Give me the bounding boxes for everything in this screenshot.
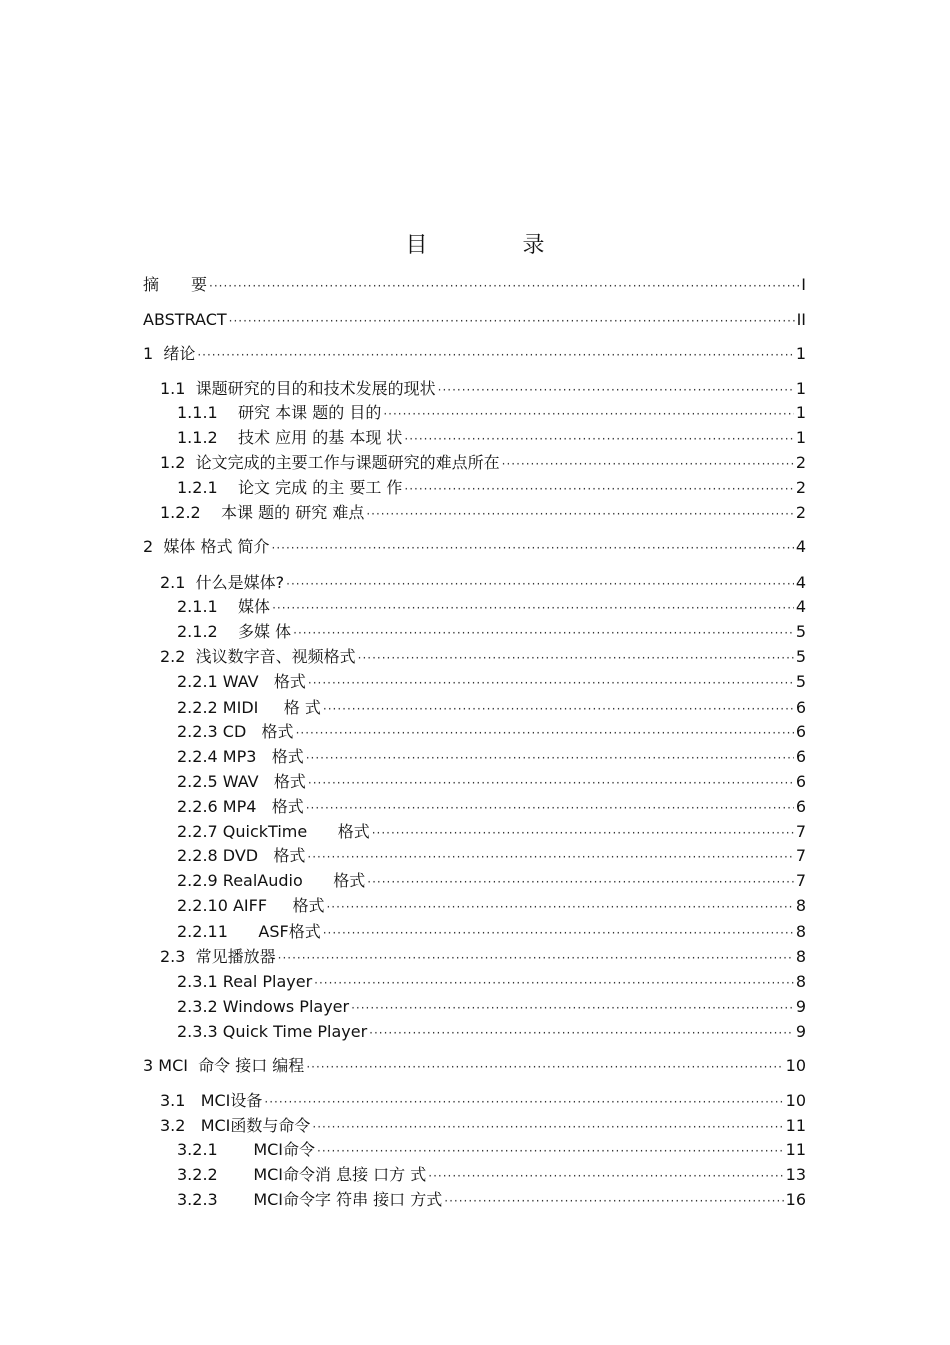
dot-leader [323,922,794,944]
toc-entry-label: 摘 要 [143,275,208,294]
toc-entry[interactable] [160,946,806,968]
toc-entry-label: 1.2.1 论文 完成 的主 要工 作 [177,478,403,497]
toc-entry-page-number: 5 [795,672,806,691]
dot-leader [444,1190,783,1212]
toc-entry-page-number: 7 [795,871,806,890]
toc-entry[interactable] [177,845,806,867]
toc-entry-page-number: 4 [795,573,806,592]
toc-entry[interactable] [177,821,806,843]
toc-entry-label: 2.2.7 QuickTime 格式 [177,822,370,841]
toc-entry-label: 3.2.3 MCI命令字 符串 接口 方式 [177,1190,443,1209]
toc-entry-label: 1 绪论 [143,344,196,363]
toc-entry-label: 2.2.6 MP4 格式 [177,797,304,816]
toc-entry-label: 3.2.1 MCI命令 [177,1140,316,1159]
toc-entry[interactable] [177,1189,806,1211]
toc-entry-label: 2.2.11 ASF格式 [177,922,321,941]
toc-entry-page-number: 2 [795,503,806,522]
toc-entry[interactable] [177,427,806,449]
toc-entry[interactable] [160,378,806,400]
toc-entry-label: 2.2.3 CD 格式 [177,722,294,741]
toc-entry[interactable] [177,921,806,943]
dot-leader [312,1116,783,1138]
dot-leader [296,722,794,744]
toc-entry[interactable] [177,721,806,743]
toc-entry[interactable] [177,1021,806,1043]
toc-entry-label: 2.3.1 Real Player [177,972,313,991]
dot-leader [306,747,794,769]
toc-entry[interactable] [177,671,806,693]
dot-leader [272,597,794,619]
toc-entry-page-number: 5 [795,622,806,641]
page-title: 目 录 [405,233,589,258]
toc-entry-page-number: 8 [795,922,806,941]
dot-leader [308,772,794,794]
toc-entry-label: 2.1.1 媒体 [177,597,271,616]
dot-leader [404,478,793,500]
dot-leader [306,1056,783,1078]
toc-entry-page-number: 13 [785,1165,806,1184]
dot-leader [306,797,794,819]
toc-entry[interactable] [160,1090,806,1112]
dot-leader [317,1140,784,1162]
toc-entry[interactable] [160,502,806,524]
toc-entry-label: 2.2.9 RealAudio 格式 [177,871,366,890]
dot-leader [372,822,794,844]
toc-entry-page-number: 8 [795,972,806,991]
toc-entry-page-number: 6 [795,772,806,791]
toc-entry-label: 2.2.5 WAV 格式 [177,772,306,791]
toc-entry[interactable] [160,646,806,668]
dot-leader [369,1022,794,1044]
toc-entry-page-number: 11 [785,1140,806,1159]
toc-entry[interactable] [177,402,806,424]
dot-leader [428,1165,783,1187]
toc-entry-page-number: 5 [795,647,806,666]
toc-entry-page-number: 11 [785,1116,806,1135]
toc-entry-page-number: 6 [795,698,806,717]
dot-leader [286,573,794,595]
toc-entry[interactable] [177,895,806,917]
toc-entry-page-number: 1 [795,428,806,447]
toc-entry-label: 2.2.10 AIFF 格式 [177,896,325,915]
toc-entry-label: 3 MCI 命令 接口 编程 [143,1056,305,1075]
toc-entry[interactable] [177,870,806,892]
toc-entry-page-number: 6 [795,747,806,766]
toc-entry-page-number: 2 [795,478,806,497]
toc-entry-page-number: 8 [795,947,806,966]
toc-entry-label: ABSTRACT [143,310,227,329]
dot-leader [366,503,793,525]
dot-leader [351,997,794,1019]
toc-entry-label: 2.3 常见播放器 [160,947,276,966]
toc-entry-page-number: 10 [785,1056,806,1075]
toc-entry-label: 2.1 什么是媒体? [160,573,285,592]
toc-entry-label: 2.1.2 多媒 体 [177,622,292,641]
dot-leader [308,672,794,694]
toc-entry-page-number: 4 [795,597,806,616]
toc-entry-page-number: 7 [795,822,806,841]
toc-entry-label: 1.2 论文完成的主要工作与课题研究的难点所在 [160,453,500,472]
toc-entry[interactable] [177,1164,806,1186]
dot-leader [367,871,794,893]
dot-leader [438,379,794,401]
dot-leader [229,310,795,332]
dot-leader [209,275,799,297]
toc-entry[interactable] [143,274,806,296]
toc-entry-label: 1.1.1 研究 本课 题的 目的 [177,403,382,422]
toc-entry-label: 2.2.2 MIDI 格 式 [177,698,321,717]
toc-entry-page-number: 10 [785,1091,806,1110]
dot-leader [272,537,794,559]
toc-entry-label: 2.2.8 DVD 格式 [177,846,306,865]
dot-leader [293,622,794,644]
toc-entry-page-number: 6 [795,797,806,816]
toc-entry-page-number: 16 [785,1190,806,1209]
toc-entry-label: 2.3.3 Quick Time Player [177,1022,368,1041]
toc-entry-label: 1.1 课题研究的目的和技术发展的现状 [160,379,436,398]
toc-entry[interactable] [160,572,806,594]
toc-entry-label: 3.1 MCI设备 [160,1091,263,1110]
toc-entry-label: 1.1.2 技术 应用 的基 本现 状 [177,428,403,447]
toc-entry-page-number: II [796,310,806,329]
toc-entry[interactable] [177,796,806,818]
toc-entry-label: 3.2 MCI函数与命令 [160,1116,311,1135]
toc-entry[interactable] [177,1139,806,1161]
toc-entry[interactable] [143,309,806,331]
toc-entry[interactable] [160,1115,806,1137]
toc-entry-page-number: 8 [795,896,806,915]
toc-entry-label: 3.2.2 MCI命令消 息接 口方 式 [177,1165,427,1184]
toc-entry-page-number: 1 [795,379,806,398]
dot-leader [264,1091,783,1113]
toc-entry-page-number: 7 [795,846,806,865]
toc-entry-page-number: 1 [795,344,806,363]
toc-entry-page-number: 4 [795,537,806,556]
toc-entry-page-number: 9 [795,1022,806,1041]
dot-leader [197,344,793,366]
toc-entry-label: 2.3.2 Windows Player [177,997,350,1016]
toc-entry-page-number: 9 [795,997,806,1016]
toc-entry-page-number: I [801,275,806,294]
toc-entry[interactable] [177,996,806,1018]
dot-leader [323,698,794,720]
dot-leader [404,428,793,450]
dot-leader [326,896,793,918]
toc-entry[interactable] [143,1055,806,1077]
dot-leader [314,972,794,994]
toc-entry-label: 2 媒体 格式 简介 [143,537,270,556]
toc-entry-page-number: 2 [795,453,806,472]
toc-entry[interactable] [143,343,806,365]
toc-entry-label: 1.2.2 本课 题的 研究 难点 [160,503,365,522]
dot-leader [278,947,794,969]
toc-entry[interactable] [177,621,806,643]
toc-entry[interactable] [177,746,806,768]
toc-entry[interactable] [177,971,806,993]
toc-entry[interactable] [177,697,806,719]
dot-leader [383,403,793,425]
dot-leader [307,846,793,868]
toc-entry-label: 2.2.1 WAV 格式 [177,672,306,691]
dot-leader [502,453,794,475]
toc-entry[interactable] [160,452,806,474]
toc-entry[interactable] [177,596,806,618]
toc-entry[interactable] [177,771,806,793]
toc-entry-label: 2.2.4 MP3 格式 [177,747,304,766]
toc-entry-page-number: 1 [795,403,806,422]
toc-entry[interactable] [177,477,806,499]
toc-entry[interactable] [143,536,806,558]
toc-entry-label: 2.2 浅议数字音、视频格式 [160,647,356,666]
toc-entry-page-number: 6 [795,722,806,741]
dot-leader [358,647,794,669]
